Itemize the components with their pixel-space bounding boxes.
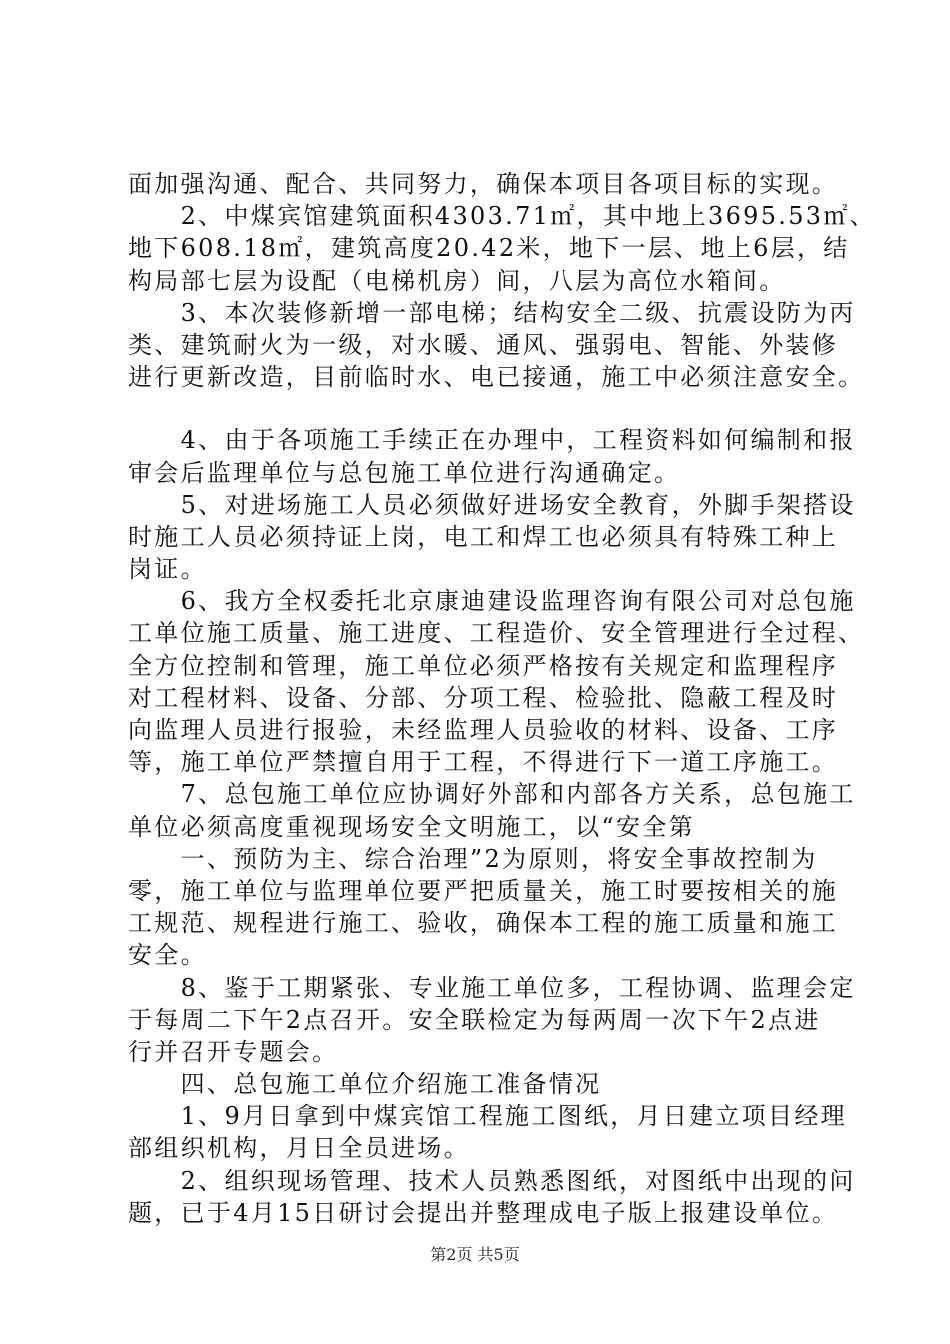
text-line: 零，施工单位与监理单位要严把质量关，施工时要按相关的施 [128,876,839,905]
text-line: 四、总包施工单位介绍施工准备情况 [128,1070,602,1099]
text-line: 于每周二下午2点召开。安全联检定为每两周一次下午2点进 [128,1005,821,1034]
text-line: 构局部七层为设配（电梯机房）间，八层为高位水箱间。 [128,266,786,295]
text-line: 进行更新改造，目前临时水、电已接通，施工中必须注意安全。 [128,363,865,392]
text-line: 3、本次装修新增一部电梯；结构安全二级、抗震设防为丙 [128,298,856,327]
text-line: 1、9月日拿到中煤宾馆工程施工图纸，月日建立项目经理 [128,1102,847,1131]
paragraph-gap [128,393,840,424]
text-line: 等，施工单位严禁擅自用于工程，不得进行下一道工序施工。 [128,748,839,777]
text-line: 一、预防为主、综合治理”2为原则，将安全事故控制为 [128,844,818,873]
text-line: 全方位控制和管理，施工单位必须严格按有关规定和监理程序 [128,651,839,680]
text-line: 5、对进场施工人员必须做好进场安全教育，外脚手架搭设 [128,490,856,519]
text-line: 对工程材料、设备、分部、分项工程、检验批、隐蔽工程及时 [128,683,839,712]
text-line: 部组织机构，月日全员进场。 [128,1134,470,1163]
text-line: 7、总包施工单位应协调好外部和内部各方关系，总包施工 [128,780,856,809]
text-line: 4、由于各项施工手续正在办理中，工程资料如何编制和报 [128,426,856,455]
text-line: 面加强沟通、配合、共同努力，确保本项目各项目标的实现。 [128,170,839,198]
text-line: 单位必须高度重视现场安全文明施工，以“安全第 [128,812,695,841]
text-line: 工规范、规程进行施工、验收，确保本工程的施工质量和施工 [128,909,839,938]
text-line: 类、建筑耐火为一级，对水暖、通风、强弱电、智能、外装修 [128,330,839,359]
text-line: 时施工人员必须持证上岗，电工和焊工也必须具有特殊工种上 [128,522,839,551]
page-footer: 第2页 共5页 [430,1245,520,1264]
text-line: 2、中煤宾馆建筑面积4303.71㎡，其中地上3695.53㎡、 [128,202,876,231]
text-line: 向监理人员进行报验，未经监理人员验收的材料、设备、工序 [128,716,839,744]
text-line: 6、我方全权委托北京康迪建设监理咨询有限公司对总包施 [128,587,856,616]
document-body [128,168,876,1229]
text-line: 题，已于4月15日研讨会提出并整理成电子版上报建设单位。 [128,1198,839,1227]
text-line: 8、鉴于工期紧张、专业施工单位多，工程协调、监理会定 [128,973,856,1002]
text-line: 地下608.18㎡，建筑高度20.42米，地下一层、地上6层，结 [128,234,850,263]
text-line: 行并召开专题会。 [128,1037,339,1066]
text-line: 工单位施工质量、施工进度、工程造价、安全管理进行全过程、 [128,619,865,648]
text-line: 岗证。 [128,555,207,584]
text-line: 2、组织现场管理、技术人员熟悉图纸，对图纸中出现的问 [128,1166,856,1195]
text-line: 审会后监理单位与总包施工单位进行沟通确定。 [128,458,681,487]
text-line: 安全。 [128,941,207,970]
